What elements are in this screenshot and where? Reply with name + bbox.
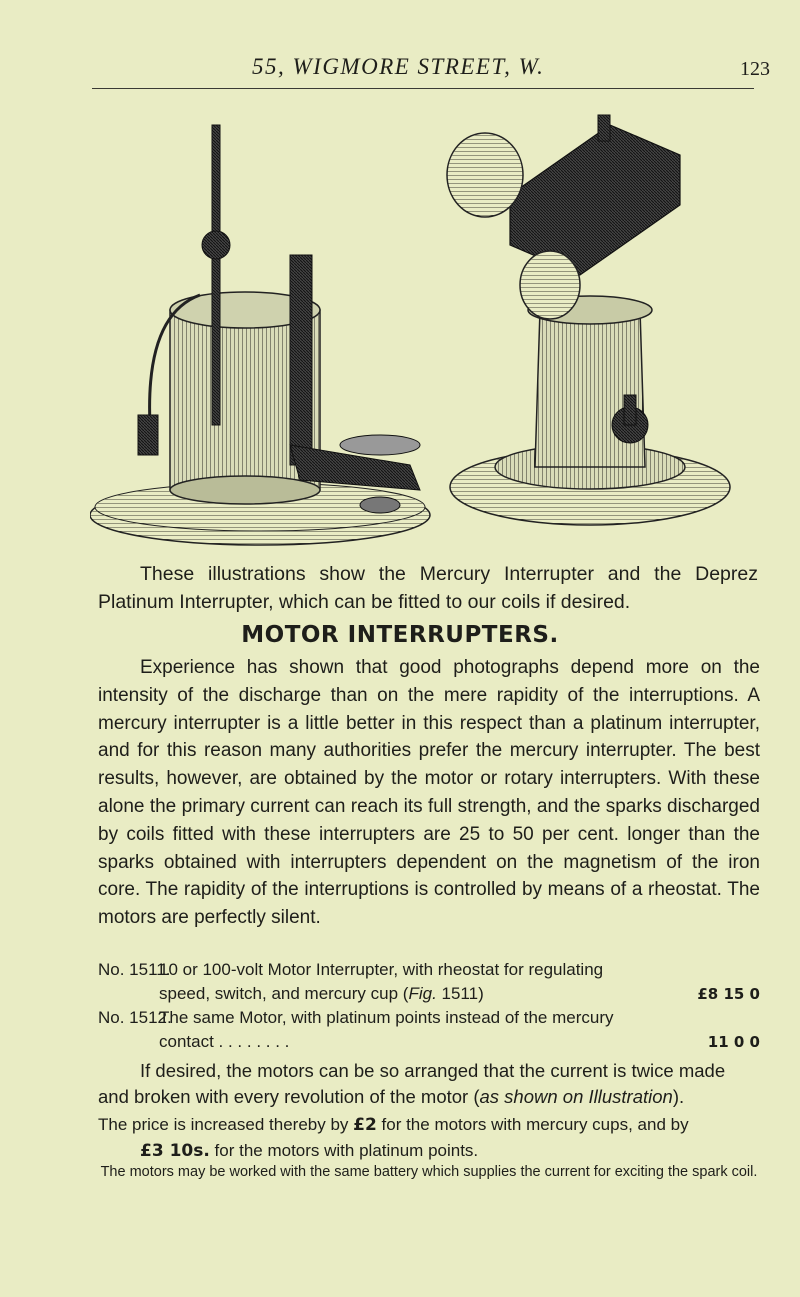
item-description: 10 or 100-volt Motor Interrupter, with rheostat for regulating speed, switch, and mercury cup (Fig. 1511) <box>159 960 604 1003</box>
interrupter-illustrations <box>90 95 760 555</box>
item-price: £8 15 0 <box>697 985 760 1003</box>
running-head: 55, WIGMORE STREET, W. <box>252 54 545 79</box>
catalogue-list <box>98 958 760 1054</box>
section-title: MOTOR INTERRUPTERS. <box>241 622 559 648</box>
item-price: 11 0 0 <box>707 1033 760 1051</box>
catalogue-item <box>98 958 760 1006</box>
footnote: The motors may be worked with the same battery which supplies the current for exciting the spark coil. <box>100 1164 758 1180</box>
item-number: No. 1511. <box>98 960 171 979</box>
header-rule <box>92 88 754 89</box>
catalogue-item <box>98 1006 760 1054</box>
mercury-interrupter-illustration <box>90 125 430 545</box>
price-increase-note: The price is increased thereby by £2 for the motors with mercury cups, and by £3 10s. for the motors with platinum points. <box>98 1115 689 1161</box>
item-number: No. 1512. <box>98 1008 172 1027</box>
twice-made-note: If desired, the motors can be so arranged that the current is twice made and broken with every revolution of the motor (as shown on Illustration). <box>98 1060 726 1107</box>
price-amount: £2 <box>353 1115 377 1135</box>
body-paragraph: Experience has shown that good photographs depend more on the intensity of the discharge than on the mere rapidity of the interruptions. A mercury interrupter is a little better in this respect than a platinum interrupter, and for this reason many authorities prefer the mercury interrupter. The best results, however, are obtained by the motor or rotary interrupters. With these alone the primary current can reach its full strength, and the sparks discharged by coils fitted with these interrupters are 25 to 50 per cent. longer than the sparks obtained with interrupters dependent on the magnetism of the iron core. The rapidity of the interruptions is controlled by means of a rheostat. The motors are perfectly silent. <box>98 657 760 929</box>
illustration-caption <box>98 560 758 616</box>
caption-text: These illustrations show the Mercury Interrupter and the Deprez Platinum Interrupter, which can be fitted to our coils if desired. <box>98 563 758 613</box>
deprez-interrupter-illustration <box>447 115 730 525</box>
body-text <box>98 654 760 932</box>
price-amount: £3 10s. <box>140 1141 210 1161</box>
page-number: 123 <box>740 58 770 80</box>
item-description: The same Motor, with platinum points instead of the mercury contact . . . . . . . . <box>159 1008 614 1051</box>
page-header <box>0 48 800 88</box>
